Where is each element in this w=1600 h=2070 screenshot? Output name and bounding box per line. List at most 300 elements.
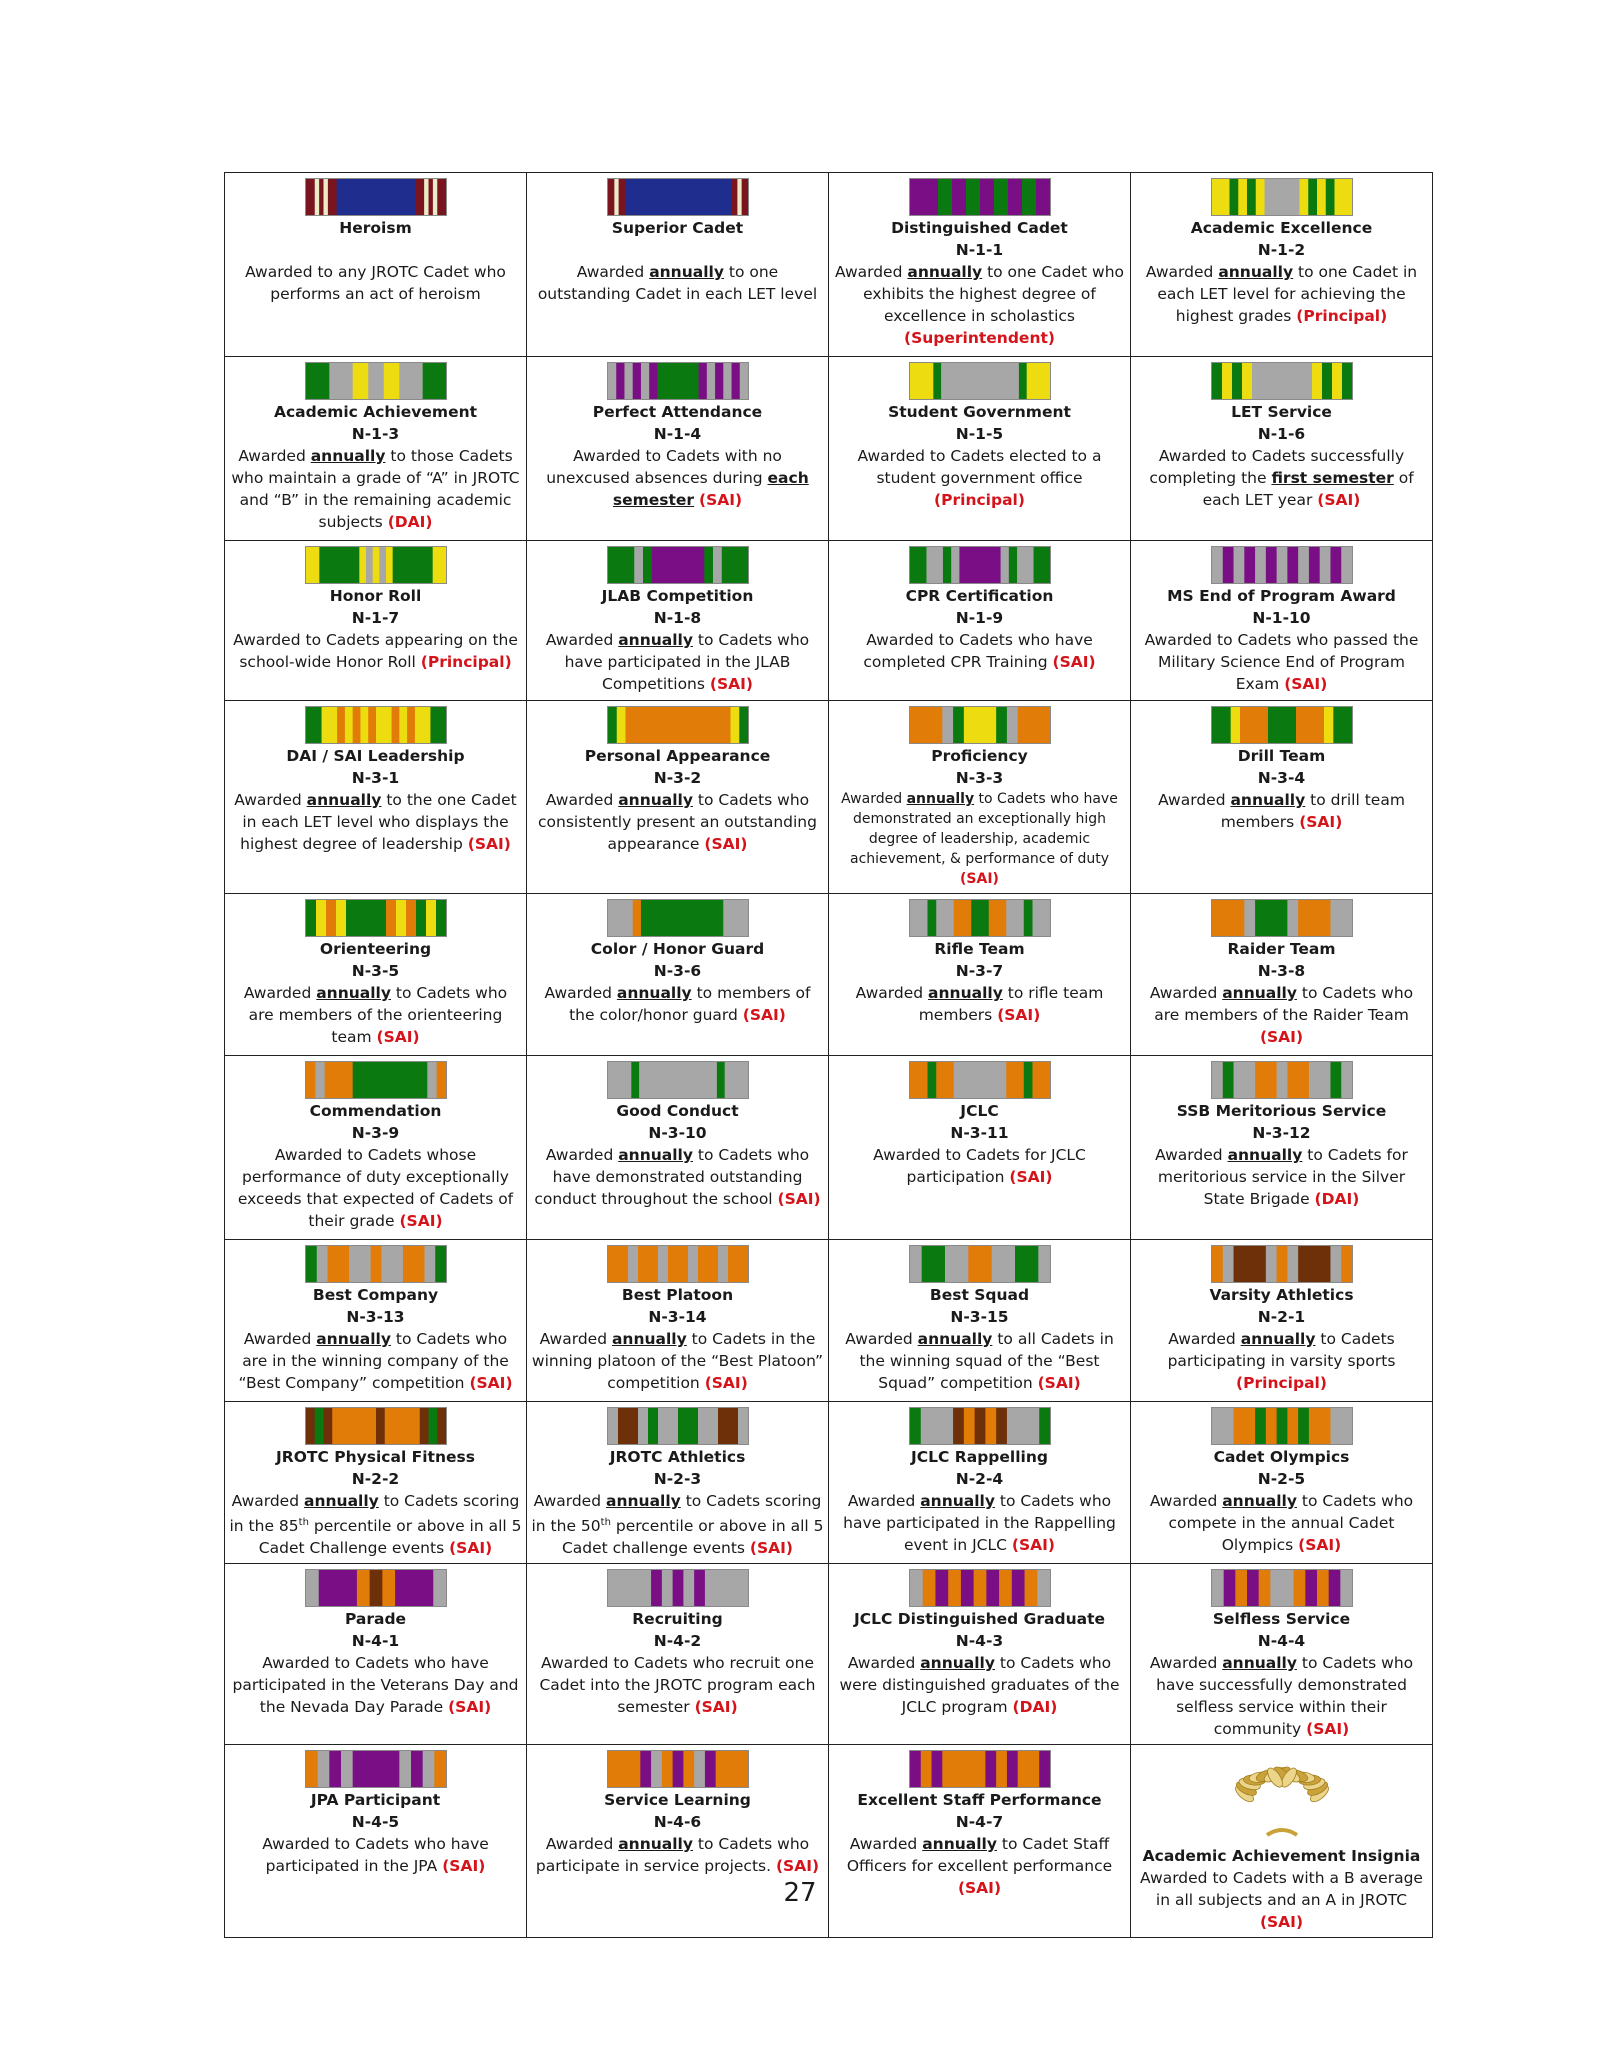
ribbon-stripe [366, 547, 373, 583]
approval-authority: (SAI) [469, 1374, 513, 1392]
description-text: to the one Cadet in each LET level who displays the highest degree of leadership [240, 791, 517, 853]
award-ribbon [910, 363, 1050, 399]
ribbon-stripe [399, 363, 423, 399]
approval-authority: (SAI) [448, 1698, 492, 1717]
description-text: Awarded [845, 1330, 918, 1348]
ribbon-svg [910, 1408, 1050, 1444]
award-ribbon [608, 900, 748, 936]
ribbon-stripe [1006, 1408, 1039, 1444]
ribbon-stripe [731, 179, 738, 215]
ribbon-stripe [1255, 179, 1264, 215]
award-title: Orienteering [319, 940, 432, 958]
award-title: Honor Roll [329, 587, 422, 605]
description-text: Awarded to Cadets who have completed CPR Training [863, 631, 1093, 671]
description-text: to drill team members [1220, 791, 1405, 831]
ribbon-stripe [1276, 547, 1287, 583]
award-ribbon [306, 900, 446, 936]
ribbon-stripe [391, 707, 399, 743]
award-description [1135, 789, 1428, 833]
ribbon-stripe [739, 707, 748, 743]
approval-authority: (SAI) [699, 491, 743, 509]
award-description [229, 1833, 522, 1877]
ribbon-stripe [430, 707, 446, 743]
ribbon-svg [910, 1751, 1050, 1787]
ribbon-stripe [306, 1062, 316, 1098]
ribbon-stripe [986, 1570, 999, 1606]
description-text: Awarded [1149, 1654, 1223, 1673]
award-cell [527, 541, 829, 701]
description-text: Awarded [545, 1835, 619, 1854]
ribbon-svg [306, 1246, 446, 1282]
ribbon-stripe [738, 1408, 748, 1444]
award-ribbon [1212, 1408, 1352, 1444]
ribbon-stripe [316, 900, 326, 936]
award-code: N-4-7 [955, 1813, 1004, 1832]
award-ribbon [306, 1408, 446, 1444]
description-text: th [600, 1517, 611, 1528]
ribbon-stripe [352, 1062, 427, 1098]
ribbon-svg [910, 707, 1050, 743]
ribbon-stripe [698, 1408, 718, 1444]
ribbon-stripe [349, 1246, 371, 1282]
ribbon-svg [1212, 1062, 1352, 1098]
award-description [229, 982, 522, 1048]
awards-row [225, 1564, 1433, 1745]
approval-authority: (SAI) [1284, 675, 1328, 693]
ribbon-stripe [1008, 547, 1017, 583]
approval-authority: (SAI) [1037, 1374, 1081, 1392]
ribbon-stripe [1033, 547, 1049, 583]
award-ribbon [1212, 1062, 1352, 1098]
award-title: Academic Achievement [273, 403, 478, 421]
ribbon-stripe [1240, 707, 1268, 743]
award-description [229, 629, 522, 673]
award-cell [527, 894, 829, 1056]
award-description [833, 1652, 1126, 1718]
award-title: SSB Meritorious Service [1176, 1102, 1387, 1120]
award-title: Varsity Athletics [1209, 1286, 1354, 1304]
award-description [1135, 1328, 1428, 1394]
award-description [531, 445, 824, 511]
description-text: to rifle team members [918, 984, 1104, 1024]
ribbon-stripe [731, 363, 740, 399]
ribbon-stripe [1287, 1062, 1309, 1098]
ribbon-stripe [321, 707, 337, 743]
award-ribbon [910, 1062, 1050, 1098]
ribbon-stripe [332, 1408, 376, 1444]
ribbon-stripe [1244, 900, 1255, 936]
ribbon-stripe [960, 1570, 973, 1606]
ribbon-stripe [352, 707, 360, 743]
awards-row [225, 357, 1433, 541]
description-text: Awarded to Cadets elected to a student government office [857, 447, 1102, 487]
ribbon-stripe [346, 900, 386, 936]
ribbon-stripe [698, 1246, 718, 1282]
ribbon-stripe [337, 707, 345, 743]
award-cell [527, 701, 829, 894]
approval-authority: (SAI) [960, 871, 999, 887]
page-number: 27 [783, 1878, 817, 1908]
award-cell [1131, 1056, 1433, 1240]
ribbon-stripe [379, 547, 386, 583]
ribbon-stripe [718, 1246, 728, 1282]
ribbon-stripe [618, 179, 625, 215]
ribbon-stripe [953, 900, 971, 936]
ribbon-stripe [991, 1246, 1015, 1282]
ribbon-stripe [1322, 363, 1332, 399]
award-cell [225, 1564, 527, 1745]
ribbon-stripe [1298, 547, 1309, 583]
award-cell [225, 701, 527, 894]
ribbon-stripe [437, 1408, 446, 1444]
award-description [531, 629, 824, 695]
ribbon-stripe [436, 1062, 445, 1098]
approval-authority: (SAI) [1259, 1913, 1304, 1932]
award-ribbon [608, 547, 748, 583]
ribbon-stripe [336, 179, 415, 215]
description-text: to Cadets who consistently present an outstanding appearance [538, 791, 817, 853]
ribbon-stripe [616, 707, 625, 743]
award-title: Best Platoon [621, 1286, 734, 1304]
ribbon-stripe [1341, 1062, 1352, 1098]
ribbon-stripe [1308, 1408, 1330, 1444]
award-cell [1131, 1745, 1433, 1938]
approval-authority: (SAI) [1298, 1536, 1342, 1554]
ribbon-stripe [370, 1246, 381, 1282]
ribbon-stripe [1330, 1408, 1352, 1444]
award-ribbon [910, 1246, 1050, 1282]
ribbon-stripe [1026, 363, 1049, 399]
ribbon-stripe [406, 900, 416, 936]
emphasis-text: annually [1240, 1330, 1316, 1348]
approval-authority: (SAI) [1259, 1028, 1304, 1046]
approval-authority: (SAI) [742, 1006, 786, 1024]
ribbon-stripe [715, 1751, 747, 1787]
awards-table [224, 172, 1433, 1938]
description-text: Awarded [533, 1492, 606, 1510]
ribbon-stripe [1247, 1570, 1259, 1606]
award-ribbon [608, 1408, 748, 1444]
ribbon-stripe [424, 179, 429, 215]
description-text: to Cadets scoring in the 85 [229, 1492, 520, 1536]
emphasis-text: annually [606, 1492, 681, 1510]
ribbon-stripe [953, 707, 964, 743]
award-cell [829, 1745, 1131, 1938]
approval-authority: (SAI) [775, 1857, 820, 1876]
ribbon-stripe [1242, 363, 1252, 399]
approval-authority: (SAI) [399, 1212, 443, 1230]
description-text: to one Cadet in each LET level for achieving the highest grades [1157, 263, 1418, 325]
description-text: Awarded [545, 631, 619, 649]
ribbon-stripe [399, 1751, 411, 1787]
ribbon-stripe [985, 1408, 996, 1444]
ribbon-stripe [704, 547, 713, 583]
award-cell [829, 1240, 1131, 1402]
emphasis-text: annually [616, 984, 692, 1002]
ribbon-stripe [730, 707, 739, 743]
award-ribbon [1212, 1246, 1352, 1282]
award-title: Best Company [312, 1286, 439, 1304]
ribbon-stripe [432, 547, 445, 583]
ribbon-stripe [1011, 1570, 1024, 1606]
award-title: CPR Certification [905, 587, 1054, 605]
description-text: to Cadets who have participated in the Rappelling event in JCLC [843, 1492, 1116, 1554]
description-text: to Cadets scoring in the 50 [531, 1492, 822, 1536]
ribbon-stripe [716, 1062, 724, 1098]
ribbon-stripe [352, 363, 368, 399]
award-ribbon [1212, 363, 1352, 399]
award-cell [225, 1402, 527, 1564]
award-cell [829, 357, 1131, 541]
approval-authority: (SAI) [442, 1857, 486, 1876]
ribbon-svg [1212, 179, 1352, 215]
approval-authority: (Superintendent) [904, 329, 1055, 347]
ribbon-svg [306, 900, 446, 936]
emphasis-text: annually [1222, 1654, 1297, 1673]
ribbon-stripe [317, 1751, 329, 1787]
award-cell [527, 1745, 829, 1938]
award-title: Excellent Staff Performance [857, 1791, 1102, 1810]
ribbon-stripe [1312, 363, 1322, 399]
ribbon-svg [306, 363, 446, 399]
ribbon-stripe [327, 179, 336, 215]
award-cell [1131, 541, 1433, 701]
description-text: Awarded to Cadets who recruit one Cadet into the JROTC program each semester [539, 1654, 816, 1717]
ribbon-stripe [1265, 547, 1276, 583]
ribbon-stripe [1017, 707, 1049, 743]
award-cell [1131, 357, 1433, 541]
ribbon-stripe [1017, 547, 1034, 583]
ribbon-stripe [1264, 179, 1299, 215]
ribbon-stripe [640, 900, 723, 936]
award-ribbon [608, 1570, 748, 1606]
award-title: Personal Appearance [584, 747, 771, 765]
award-cell [225, 541, 527, 701]
awards-row [225, 1056, 1433, 1240]
ribbon-stripe [341, 1751, 353, 1787]
ribbon-stripe [618, 1408, 638, 1444]
ribbon-svg [608, 179, 748, 215]
ribbon-stripe [942, 547, 951, 583]
description-text: Awarded [841, 791, 907, 807]
ribbon-stripe [326, 900, 336, 936]
ribbon-stripe [306, 179, 315, 215]
description-text: Awarded [576, 263, 650, 281]
ribbon-stripe [1258, 1570, 1270, 1606]
ribbon-svg [1212, 363, 1352, 399]
ribbon-stripe [1330, 547, 1341, 583]
ribbon-stripe [416, 900, 426, 936]
ribbon-stripe [1276, 1408, 1287, 1444]
award-description [833, 982, 1126, 1026]
ribbon-stripe [968, 1246, 992, 1282]
ribbon-stripe [639, 1062, 717, 1098]
award-ribbon [1212, 547, 1352, 583]
ribbon-stripe [316, 1246, 327, 1282]
award-title: JLAB Competition [601, 587, 754, 605]
ribbon-stripe [980, 179, 994, 215]
award-title: Commendation [309, 1102, 442, 1120]
award-description [1135, 1490, 1428, 1556]
award-description [1135, 261, 1428, 327]
award-code: N-4-1 [351, 1632, 400, 1651]
description-text: Awarded [855, 984, 929, 1002]
ribbon-stripe [324, 1062, 352, 1098]
award-code: N-3-7 [955, 962, 1004, 980]
award-title: Cadet Olympics [1213, 1448, 1350, 1466]
award-cell [829, 1564, 1131, 1745]
emphasis-text: annually [907, 263, 983, 281]
ribbon-stripe [1305, 1570, 1317, 1606]
ribbon-stripe [953, 1408, 964, 1444]
ribbon-stripe [910, 179, 938, 215]
award-ribbon [1212, 1570, 1352, 1606]
awards-row [225, 1745, 1433, 1938]
award-code: N-2-1 [1257, 1308, 1306, 1326]
ribbon-stripe [1333, 707, 1352, 743]
award-title: Superior Cadet [611, 219, 744, 237]
emphasis-text: annually [906, 791, 975, 807]
award-cell [829, 541, 1131, 701]
description-text: to Cadets who are in the winning company of the “Best Company” competition [238, 1330, 509, 1392]
ribbon-stripe [658, 1408, 678, 1444]
award-cell [829, 1056, 1131, 1240]
award-ribbon [608, 707, 748, 743]
ribbon-stripe [638, 1246, 658, 1282]
ribbon-stripe [1023, 1062, 1032, 1098]
award-title: Selfless Service [1212, 1610, 1351, 1629]
award-ribbon [608, 179, 748, 215]
ribbon-stripe [624, 179, 730, 215]
ribbon-svg [1212, 900, 1352, 936]
ribbon-stripe [437, 179, 446, 215]
ribbon-stripe [1000, 547, 1009, 583]
ribbon-stripe [1229, 179, 1238, 215]
ribbon-stripe [737, 179, 742, 215]
ribbon-stripe [376, 707, 392, 743]
ribbon-stripe [306, 547, 320, 583]
ribbon-stripe [634, 547, 643, 583]
ribbon-stripe [739, 363, 747, 399]
ribbon-stripe [428, 179, 433, 215]
award-ribbon [910, 1751, 1050, 1787]
ribbon-stripe [372, 547, 379, 583]
ribbon-stripe [694, 1751, 705, 1787]
description-text: to members of the color/honor guard [569, 984, 811, 1024]
spacer [229, 239, 522, 261]
ribbon-stripe [1222, 363, 1232, 399]
ribbon-stripe [1212, 1570, 1224, 1606]
ribbon-stripe [1268, 707, 1296, 743]
ribbon-stripe [1319, 547, 1330, 583]
ribbon-stripe [921, 1246, 945, 1282]
emphasis-text: annually [1222, 1492, 1297, 1510]
wreath-icon [1227, 1751, 1337, 1841]
ribbon-stripe [352, 1751, 399, 1787]
ribbon-svg [910, 1246, 1050, 1282]
ribbon-stripe [1038, 1246, 1050, 1282]
award-cell [225, 1056, 527, 1240]
ribbon-stripe [910, 1062, 928, 1098]
ribbon-svg [1212, 1570, 1352, 1606]
ribbon-stripe [1287, 1246, 1298, 1282]
award-code: N-1-10 [1252, 609, 1311, 627]
award-cell [527, 1402, 829, 1564]
award-cell [829, 894, 1131, 1056]
approval-authority: (SAI) [777, 1190, 821, 1208]
award-description [1135, 445, 1428, 511]
approval-authority: (SAI) [749, 1539, 794, 1558]
description-text: Awarded to Cadets who passed the Military Science End of Program Exam [1144, 631, 1419, 693]
ribbon-stripe [920, 1408, 953, 1444]
ribbon-svg [910, 1062, 1050, 1098]
description-text: Awarded [1149, 984, 1223, 1002]
ribbon-stripe [1233, 1408, 1255, 1444]
ribbon-stripe [713, 547, 722, 583]
award-ribbon [910, 1570, 1050, 1606]
ribbon-stripe [624, 363, 633, 399]
awards-row [225, 541, 1433, 701]
ribbon-stripe [608, 1062, 632, 1098]
ribbon-stripe [683, 1570, 694, 1606]
award-ribbon [306, 1751, 446, 1787]
ribbon-stripe [1265, 1246, 1276, 1282]
description-text: to Cadets who compete in the annual Cadet Olympics [1168, 1492, 1414, 1554]
award-cell [527, 173, 829, 357]
ribbon-stripe [1308, 179, 1317, 215]
award-description [833, 629, 1126, 673]
ribbon-stripe [359, 547, 366, 583]
ribbon-stripe [1212, 547, 1223, 583]
award-title: DAI / SAI Leadership [286, 747, 465, 765]
ribbon-stripe [959, 547, 1001, 583]
award-cell [527, 1240, 829, 1402]
description-text: Awarded [849, 1835, 923, 1854]
ribbon-stripe [651, 1570, 662, 1606]
ribbon-stripe [323, 1408, 332, 1444]
ribbon-stripe [971, 900, 989, 936]
award-cell [527, 1564, 829, 1745]
award-code: N-3-12 [1252, 1124, 1311, 1142]
description-text: percentile or above in all 5 Cadet Challenge events [258, 1517, 522, 1558]
description-text: Awarded to Cadets for JCLC participation [873, 1146, 1086, 1186]
ribbon-stripe [996, 707, 1007, 743]
award-code: N-4-2 [653, 1632, 702, 1651]
emphasis-text: annually [618, 631, 693, 649]
ribbon-stripe [931, 1751, 942, 1787]
ribbon-svg [910, 1570, 1050, 1606]
ribbon-stripe [1232, 363, 1242, 399]
emphasis-text: annually [306, 791, 382, 809]
ribbon-stripe [1230, 707, 1240, 743]
description-text: Awarded [1168, 1330, 1241, 1348]
ribbon-svg [910, 179, 1050, 215]
ribbon-stripe [1244, 547, 1255, 583]
award-ribbon [910, 900, 1050, 936]
ribbon-stripe [718, 1408, 738, 1444]
ribbon-stripe [994, 179, 1008, 215]
ribbon-stripe [1223, 1570, 1235, 1606]
ribbon-stripe [672, 1751, 683, 1787]
ribbon-stripe [399, 707, 407, 743]
description-text: to Cadets who are members of the orienteering team [248, 984, 508, 1046]
ribbon-stripe [625, 707, 730, 743]
ribbon-stripe [1299, 179, 1308, 215]
ribbon-stripe [704, 1570, 747, 1606]
award-cell [527, 1056, 829, 1240]
emphasis-text: annually [618, 1835, 693, 1854]
ribbon-stripe [1039, 1408, 1050, 1444]
